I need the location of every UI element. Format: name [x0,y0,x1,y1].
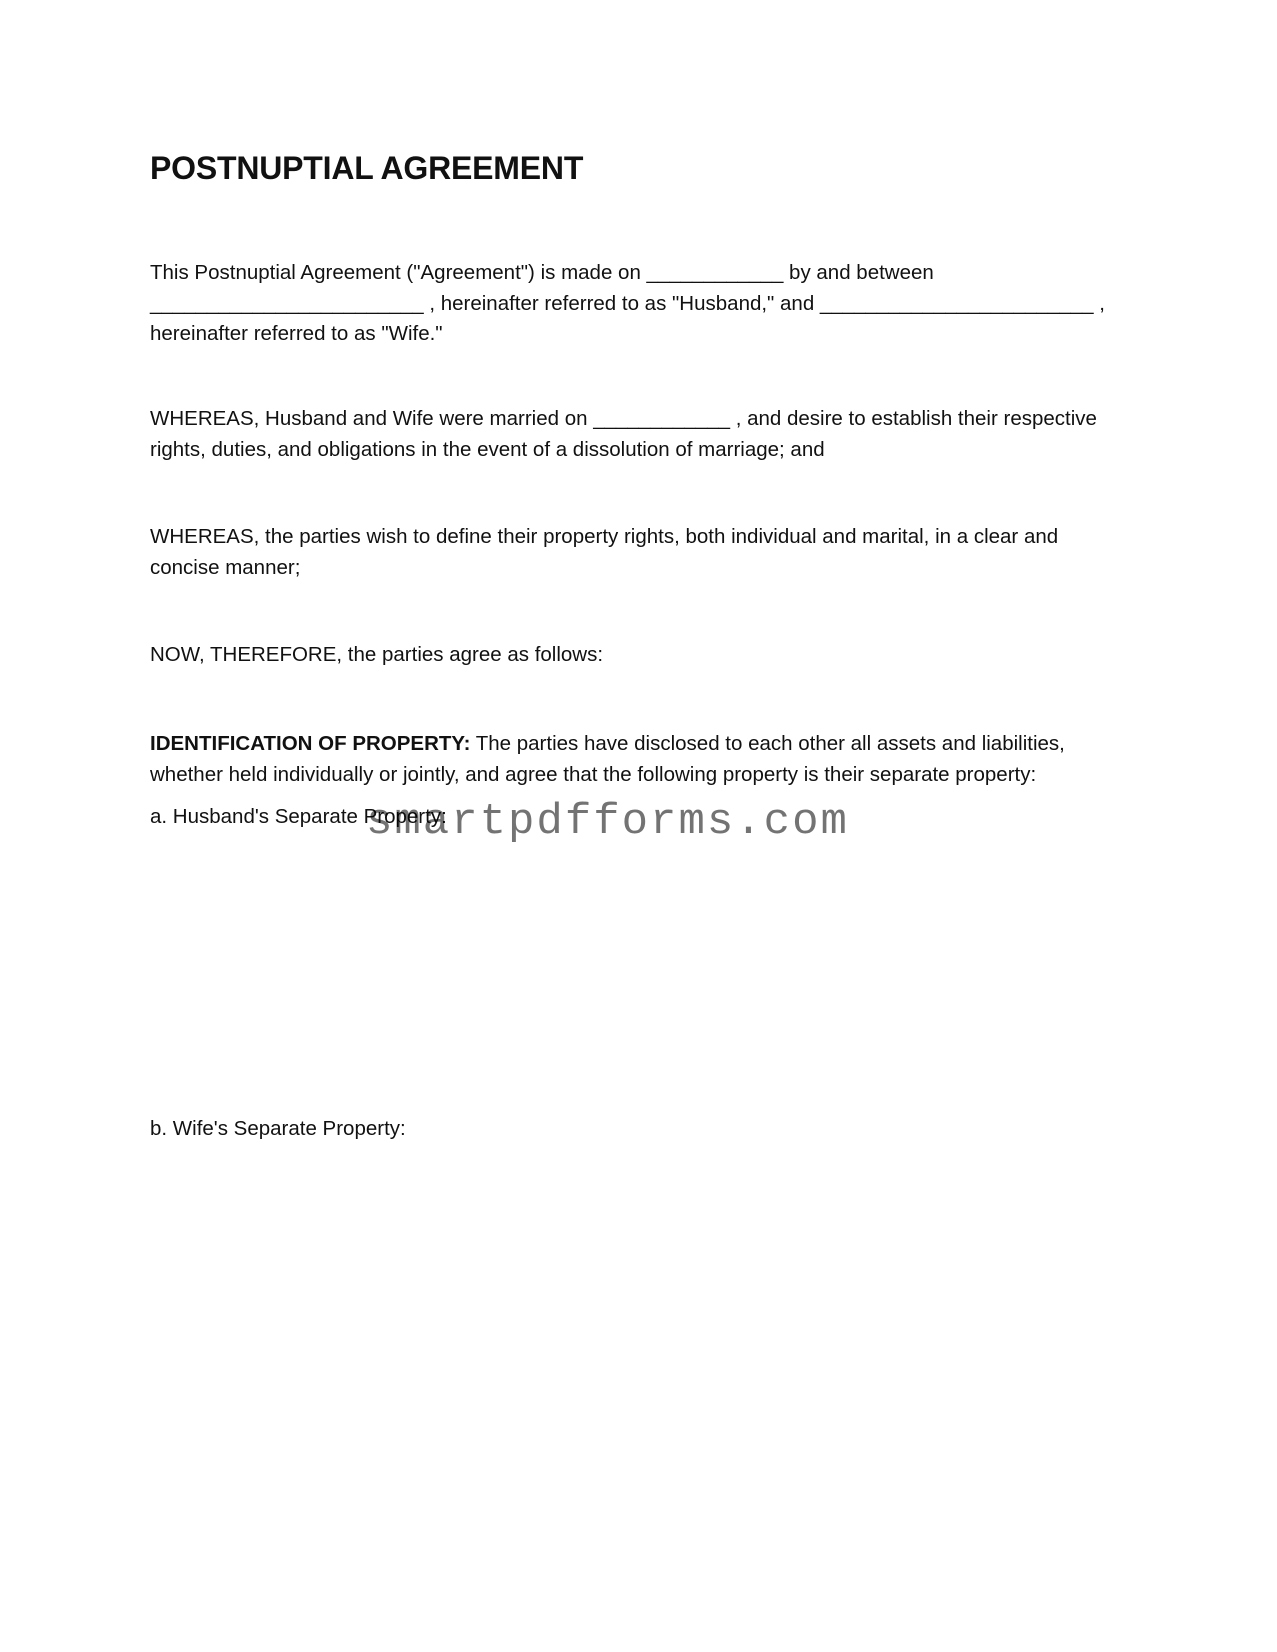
whereas-marriage-line-2: rights, duties, and obligations in the event of a dissolution of marriage; and [150,437,825,461]
identification-line-2: whether held individually or jointly, and agree that the following property is their separate property: [150,762,1037,786]
document-title: POSTNUPTIAL AGREEMENT [150,150,584,186]
wife-property-label [150,1114,1130,1145]
wife-property-label-text: b. Wife's Separate Property: [150,1117,406,1140]
now-therefore-text: NOW, THEREFORE, the parties agree as follows: [150,643,604,666]
whereas-property-line-2: concise manner; [150,555,301,579]
whereas-property-paragraph [150,522,1130,583]
whereas-marriage-paragraph [150,404,1130,465]
identification-line-1 [150,729,1130,760]
whereas-property-line-1: WHEREAS, the parties wish to define their property rights, both individual and marital, in a clear and [150,525,1059,548]
intro-line-1: This Postnuptial Agreement ("Agreement") is made on ____________ by and between [150,261,934,284]
identification-heading: IDENTIFICATION OF PROPERTY: [150,732,471,755]
husband-property-label [150,802,1130,833]
identification-line-1-text: The parties have disclosed to each other all assets and liabilities, [470,732,1065,755]
now-therefore-paragraph [150,640,1130,671]
husband-property-label-text: a. Husband's Separate Property: [150,805,447,828]
intro-line-3: hereinafter referred to as "Wife." [150,322,443,345]
whereas-marriage-line-1: WHEREAS, Husband and Wife were married on ____________ , and desire to establish their respective [150,407,1097,430]
identification-paragraph [150,729,1130,790]
watermark: smartpdfforms.com [366,797,849,847]
intro-line-2: ________________________ , hereinafter referred to as "Husband," and ________________________ , [150,291,1105,315]
intro-paragraph [150,258,1130,350]
